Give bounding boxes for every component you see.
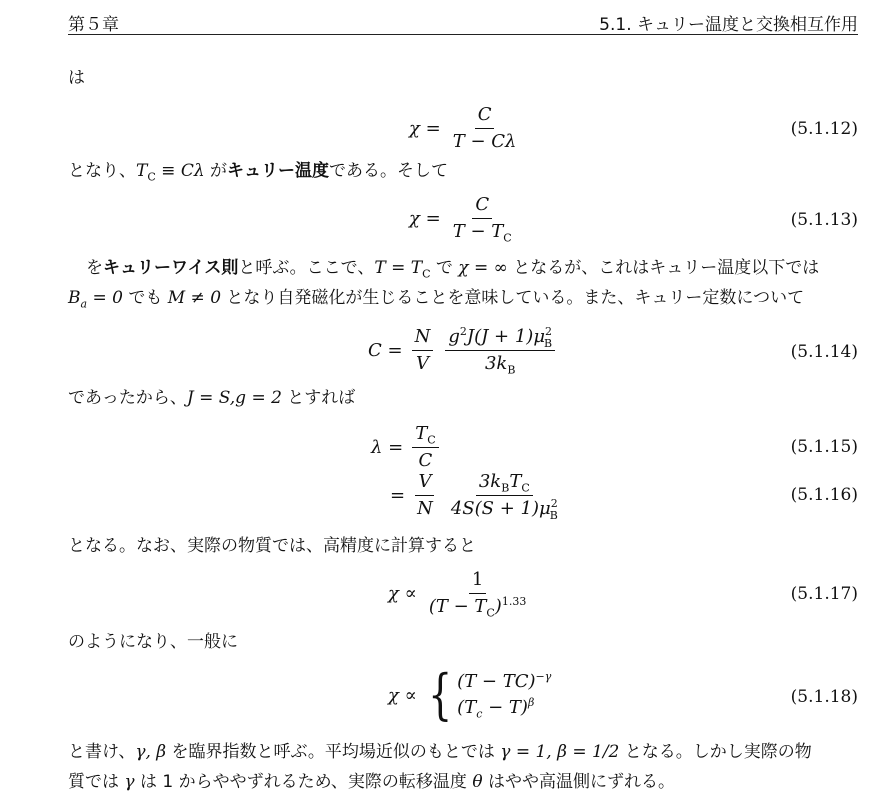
equation-5-1-16: = $\frac{V}{N}$ $\frac{3k_BT_C}{4S(S + 1)\mu^2_B}$ (5.1.16) xyxy=(390,471,858,522)
equation-5-1-15: λ = $\frac{T_C}{C}$ (5.1.15) xyxy=(371,423,858,471)
equation-number: (5.1.18) xyxy=(790,687,858,707)
equation-5-1-18: χ ∝ { (T − TC)$^{-\gamma}$ $(T_c - T)^\beta$ (5.1.18) xyxy=(388,663,858,726)
equation-5-1-12: χ = $\frac{C}{T - C\lambda}$ (5.1.12) xyxy=(409,104,858,152)
page-header xyxy=(68,6,858,35)
chapter-label: 第５章 xyxy=(68,15,119,35)
paragraph-3: をキュリーワイス則と呼ぶ。ここで、$T = T_C$ で χ = ∞ となるが、これはキュリー温度以下では xyxy=(86,258,820,281)
equation-5-1-17: χ ∝ $\frac{1}{(T - T_C)^{1.33}}$ (5.1.17) xyxy=(388,569,858,620)
paragraph-4: $B_a = 0$ でも M ≠ 0 となり自発磁化が生じることを意味している。また、キュリー定数について xyxy=(68,288,805,311)
equation-number: (5.1.12) xyxy=(790,119,858,139)
equation-number: (5.1.16) xyxy=(790,485,858,505)
equation-5-1-13: χ = $\frac{C}{T - T_C}$ (5.1.13) xyxy=(409,194,858,245)
paragraph-8: と書け、γ, β を臨界指数と呼ぶ。平均場近似のもとでは γ = 1, β = 1/2 となる。しかし実際の物 xyxy=(68,742,812,762)
equation-number: (5.1.15) xyxy=(790,437,858,457)
equation-number: (5.1.13) xyxy=(790,210,858,230)
paragraph-5: であったから、J = S,g = 2 とすれば xyxy=(68,388,356,408)
term-curie-temperature: キュリー温度 xyxy=(227,161,330,181)
paragraph-1: は xyxy=(68,68,85,88)
paragraph-2: となり、$T_C \equiv C\lambda$ がキュリー温度である。そして xyxy=(68,161,449,184)
paragraph-7: のようになり、一般に xyxy=(68,632,238,652)
paragraph-9: 質では γ は 1 からややずれるため、実際の転移温度 θ はやや高温側にずれる。 xyxy=(68,772,675,792)
term-curie-weiss-law: キュリーワイス則 xyxy=(103,258,239,278)
section-title: 5.1. キュリー温度と交換相互作用 xyxy=(599,15,858,35)
equation-5-1-14: C = $\frac{N}{V}$ $\frac{g^2J(J + 1)\mu^2_B}{3k_B}$ (5.1.14) xyxy=(368,325,858,377)
paragraph-6: となる。なお、実際の物質では、高精度に計算すると xyxy=(68,536,476,556)
equation-number: (5.1.14) xyxy=(790,342,858,362)
left-brace: { xyxy=(427,663,453,726)
equation-number: (5.1.17) xyxy=(790,584,858,604)
